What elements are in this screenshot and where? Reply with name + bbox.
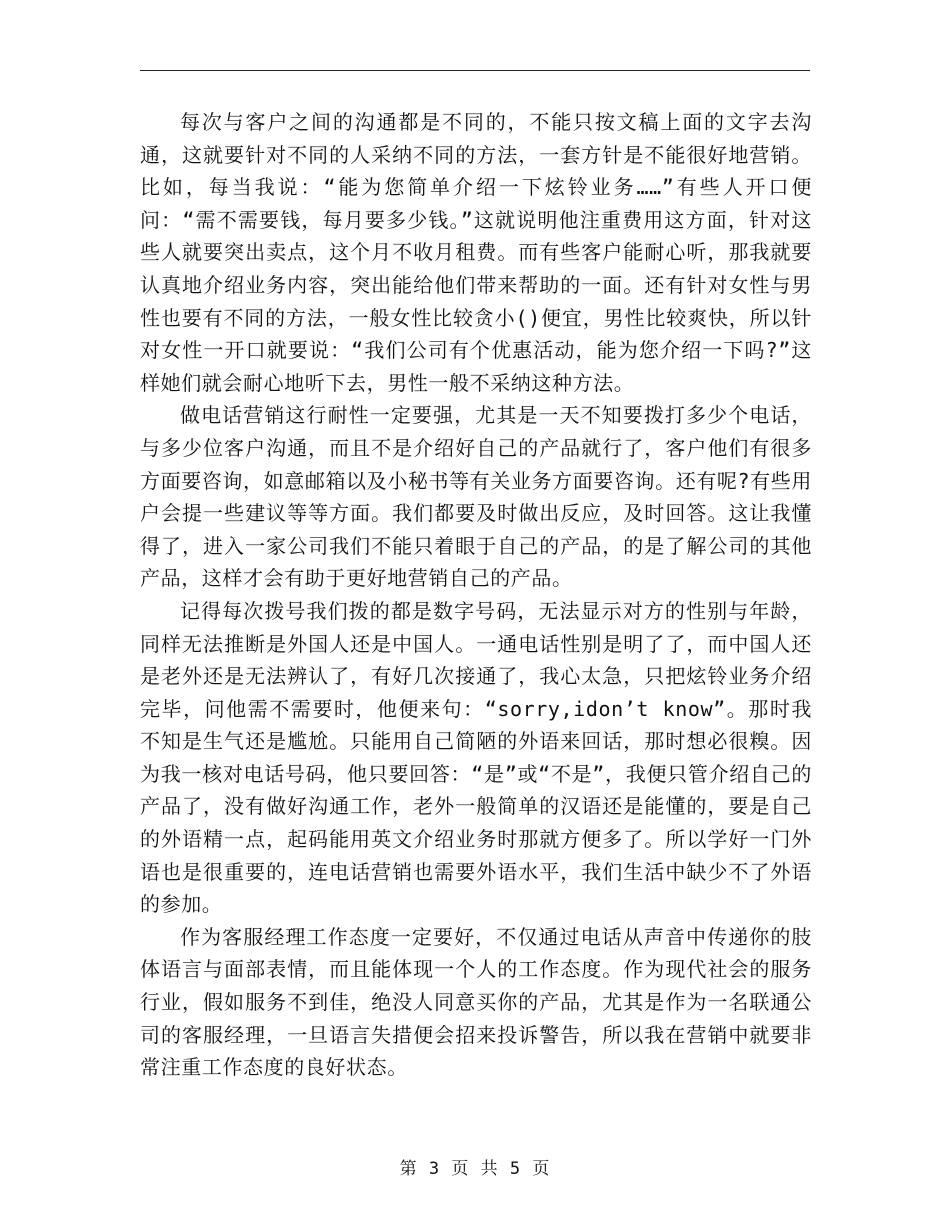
page-number: 第 3 页 共 5 页 [399,1159,551,1179]
paragraph-1: 每次与客户之间的沟通都是不同的，不能只按文稿上面的文字去沟通，这就要针对不同的人采纳不同的方法，一套方针是不能很好地营销。比如，每当我说：“能为您简单介绍一下炫铃业务……”有些人开口便问：“需不需要钱，每月要多少钱。”这就说明他注重费用这方面，针对这些人就要突出卖点，这个月不收月租费。而有些客户能耐心听，那我就要认真地介绍业务内容，突出能给他们带来帮助的一面。还有针对女性与男性也要有不同的方法，一般女性比较贪小()便宜，男性比较爽快，所以针对女性一开口就要说：“我们公司有个优惠活动，能为您介绍一下吗?”这样她们就会耐心地听下去，男性一般不采纳这种方法。 [140,110,812,395]
paragraph-3: 记得每次拨号我们拨的都是数字号码，无法显示对方的性别与年龄，同样无法推断是外国人还是中国人。一通电话性别是明了了，而中国人还是老外还是无法辨认了，有好几次接通了，我心太急，只把炫铃业务介绍完毕，问他需不需要时，他便来句：“sorry,idon’t know”。那时我不知是生气还是尴尬。只能用自己简陋的外语来回话，那时想必很糗。因为我一核对电话号码，他只要回答：“是”或“不是”，我便只管介绍自己的产品了，没有做好沟通工作，老外一般简单的汉语还是能懂的，要是自己的外语精一点，起码能用英文介绍业务时那就方便多了。所以学好一门外语也是很重要的，连电话营销也需要外语水平，我们生活中缺少不了外语的参加。 [140,598,812,917]
paragraph-4: 作为客服经理工作态度一定要好，不仅通过电话从声音中传递你的肢体语言与面部表情，而且能体现一个人的工作态度。作为现代社会的服务行业，假如服务不到佳，绝没人同意买你的产品，尤其是作为一名联通公司的客服经理，一旦语言失措便会招来投诉警告，所以我在营销中就要非常注重工作态度的良好状态。 [140,924,812,1080]
header-rule [140,70,810,71]
paragraph-2: 做电话营销这行耐性一定要强，尤其是一天不知要拨打多少个电话，与多少位客户沟通，而且不是介绍好自己的产品就行了，客户他们有很多方面要咨询，如意邮箱以及小秘书等有关业务方面要咨询。还有呢?有些用户会提一些建议等等方面。我们都要及时做出反应，及时回答。这让我懂得了，进入一家公司我们不能只着眼于自己的产品，的是了解公司的其他产品，这样才会有助于更好地营销自己的产品。 [140,403,812,591]
document-body [140,106,812,1084]
